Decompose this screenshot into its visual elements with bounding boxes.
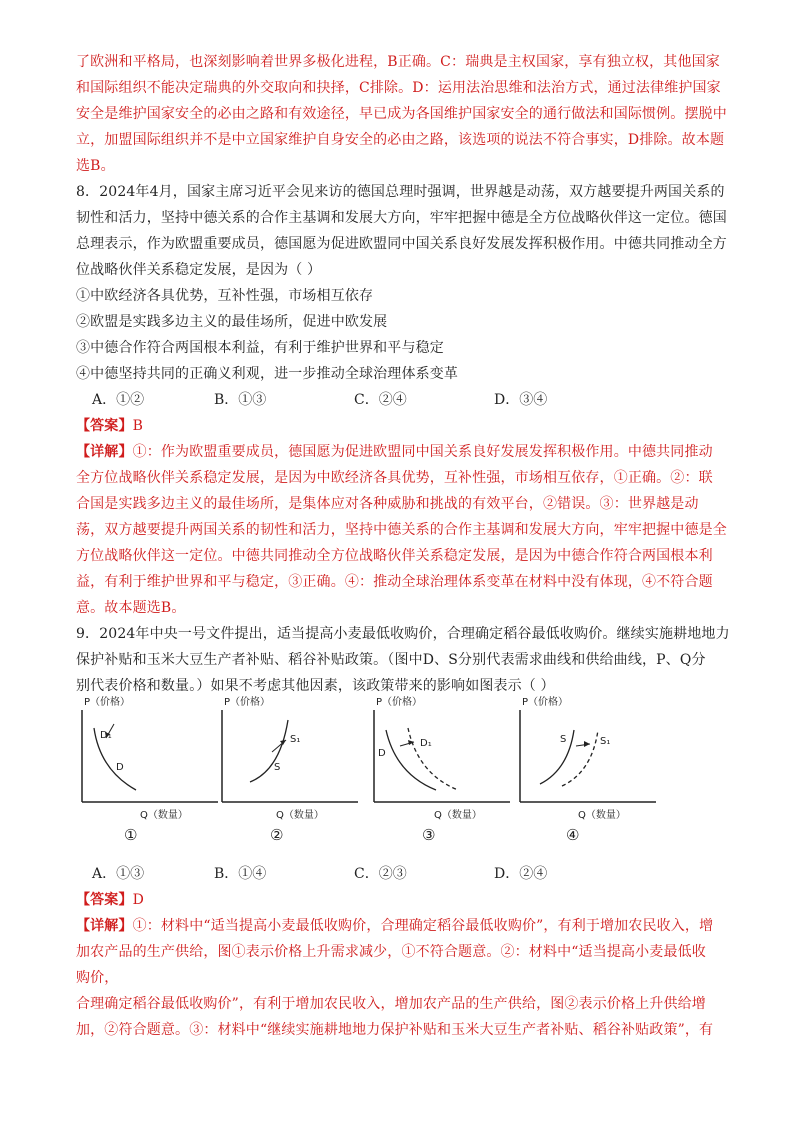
graph-4-arrowhead [584,741,590,747]
q9-graph-3 [368,690,518,850]
q8-detail-line-4: 荡，双方越要提升两国关系的韧性和活力，坚持中德关系的合作主基调和发展大方向，牢牢把握中德是全 [76,522,727,538]
graph-4-label-s: S [560,734,567,745]
graph-1-ylabel: P（价格） [84,697,131,708]
q9-detail-line-3: 购价， [76,970,119,986]
graph-1-number: ① [124,826,138,844]
q9-answer-tag: 【答案】 [76,892,133,908]
q8-stem-line-2: 韧性和活力，坚持中德关系的合作主基调和发展大方向，牢牢把握中德是全方位战略伙伴这一定位。德国 [76,210,727,226]
q8-item-2: ②欧盟是实践多边主义的最佳场所，促进中欧发展 [76,314,388,330]
graph-2-ylabel: P（价格） [224,697,271,708]
q9-option-d: D．②④ [494,866,548,882]
q9-option-b: B．①④ [214,866,267,882]
prev-detail-line-2: 和国际组织不能决定瑞典的外交取向和抉择，C排除。D：运用法治思维和法治方式，通过法律维护国家 [76,80,721,96]
graph-3-ylabel: P（价格） [376,697,423,708]
prev-detail-line-1: 了欧洲和平格局，也深刻影响着世界多极化进程，B正确。C：瑞典是主权国家，享有独立权，其他国家 [76,54,720,70]
graph-3-label-d: D [378,748,386,759]
q8-answer [76,416,736,436]
q9-detail-text-1: ①：材料中“适当提高小麦最低收购价，合理确定稻谷最低收购价”，有利于增加农民收入，增 [132,918,714,934]
graph-1-xlabel: Q（数量） [140,810,188,821]
q9-answer-value: D [132,892,144,908]
graph-2-number: ② [270,826,284,844]
q9-detail-line-4: 合理确定稻谷最低收购价”，有利于增加农民收入，增加农产品的生产供给，图②表示价格上升供给增 [76,996,706,1012]
graph-3-xlabel: Q（数量） [434,810,482,821]
graph-1-label-d1: D₁ [100,730,112,741]
q9-graph-1 [76,690,226,850]
graph-4-curve-s [540,730,574,784]
prev-detail-line-3: 安全是维护国家安全的必由之路和有效途径，早已成为各国维护国家安全的通行做法和国际惯例。摆脱中 [76,106,727,122]
q8-answer-tag: 【答案】 [76,418,133,434]
graph-2-xlabel: Q（数量） [276,810,324,821]
q9-detail-line-1 [76,916,736,936]
q9-graph-2 [216,690,366,850]
graph-2-label-s: S [274,762,281,773]
graph-4-ylabel: P（价格） [522,697,569,708]
q9-option-c: C．②③ [354,866,407,882]
q8-stem-line-3: 总理表示，作为欧盟重要成员，德国愿为促进欧盟同中国关系良好发展发挥积极作用。中德共同推动全方 [76,236,727,252]
q8-detail-line-3: 合国是实践多边主义的最佳场所，是集体应对各种威胁和挑战的有效平台，②错误。③：世界越是动 [76,496,699,512]
q8-detail-text-1: ①：作为欧盟重要成员，德国愿为促进欧盟同中国关系良好发展发挥积极作用。中德共同推动 [132,444,713,460]
q9-stem-line-2: 保护补贴和玉米大豆生产者补贴、稻谷补贴政策。（图中D、S分别代表需求曲线和供给曲线，P、Q分 [76,652,706,668]
graph-4-xlabel: Q（数量） [578,810,626,821]
q8-option-d: D．③④ [494,392,548,408]
graph-3-label-d1: D₁ [420,738,432,749]
graph-3-curve-d1 [408,728,458,790]
q9-stem-line-1: 9．2024年中央一号文件提出，适当提高小麦最低收购价，合理确定稻谷最低收购价。继续实施耕地地力 [76,626,730,642]
q8-option-c: C．②④ [354,392,407,408]
q9-stem-line-3: 别代表价格和数量。）如果不考虑其他因素，该政策带来的影响如图表示（ ） [76,678,555,694]
q8-stem-line-1: 8．2024年4月，国家主席习近平会见来访的德国总理时强调，世界越是动荡，双方越要提升两国关系的 [76,184,725,200]
q8-item-3: ③中德合作符合两国根本利益，有利于维护世界和平与稳定 [76,340,444,356]
q8-option-a: A．①② [92,392,145,408]
q8-item-4: ④中德坚持共同的正确义利观，进一步推动全球治理体系变革 [76,366,459,382]
graph-4-number: ④ [566,826,580,844]
q8-stem-line-4: 位战略伙伴关系稳定发展，是因为（ ） [76,262,322,278]
q9-detail-line-2: 加农产品的生产供给，图①表示价格上升需求减少，①不符合题意。②：材料中“适当提高小麦最低收 [76,944,706,960]
q8-answer-value: B [132,418,144,434]
q8-option-b: B．①③ [214,392,267,408]
q9-graph-4 [514,690,664,850]
q9-detail-line-5: 加，②符合题意。③：材料中“继续实施耕地地力保护补贴和玉米大豆生产者补贴、稻谷补贴政策”，有 [76,1022,714,1038]
q8-detail-line-1 [76,442,736,462]
q9-option-a: A．①③ [92,866,145,882]
q8-detail-line-7: 意。故本题选B。 [76,600,186,616]
q8-detail-line-5: 方位战略伙伴这一定位。中德共同推动全方位战略伙伴关系稳定发展，是因为中德合作符合两国根本利 [76,548,713,564]
q9-detail-tag: 【详解】 [76,918,133,934]
q8-detail-line-6: 益，有利于维护世界和平与稳定，③正确。④：推动全球治理体系变革在材料中没有体现，④不符合题 [76,574,713,590]
graph-2-curve-s [250,720,288,782]
q8-item-1: ①中欧经济各具优势，互补性强，市场相互依存 [76,288,374,304]
graph-4-curve-s1 [562,730,598,786]
q8-detail-tag: 【详解】 [76,444,133,460]
q9-answer [76,890,736,910]
q8-detail-line-2: 全方位战略伙伴关系稳定发展，是因为中欧经济各具优势，互补性强，市场相互依存，①正确。②：联 [76,470,713,486]
prev-detail-line-5: 选B。 [76,158,115,174]
graph-2-label-s1: S₁ [290,734,301,745]
prev-detail-line-4: 立，加盟国际组织并不是中立国家维护自身安全的必由之路，该选项的说法不符合事实，D排除。故本题 [76,132,725,148]
graph-1-label-d: D [116,762,124,773]
graph-3-number: ③ [422,826,436,844]
graph-4-label-s1: S₁ [600,736,611,747]
